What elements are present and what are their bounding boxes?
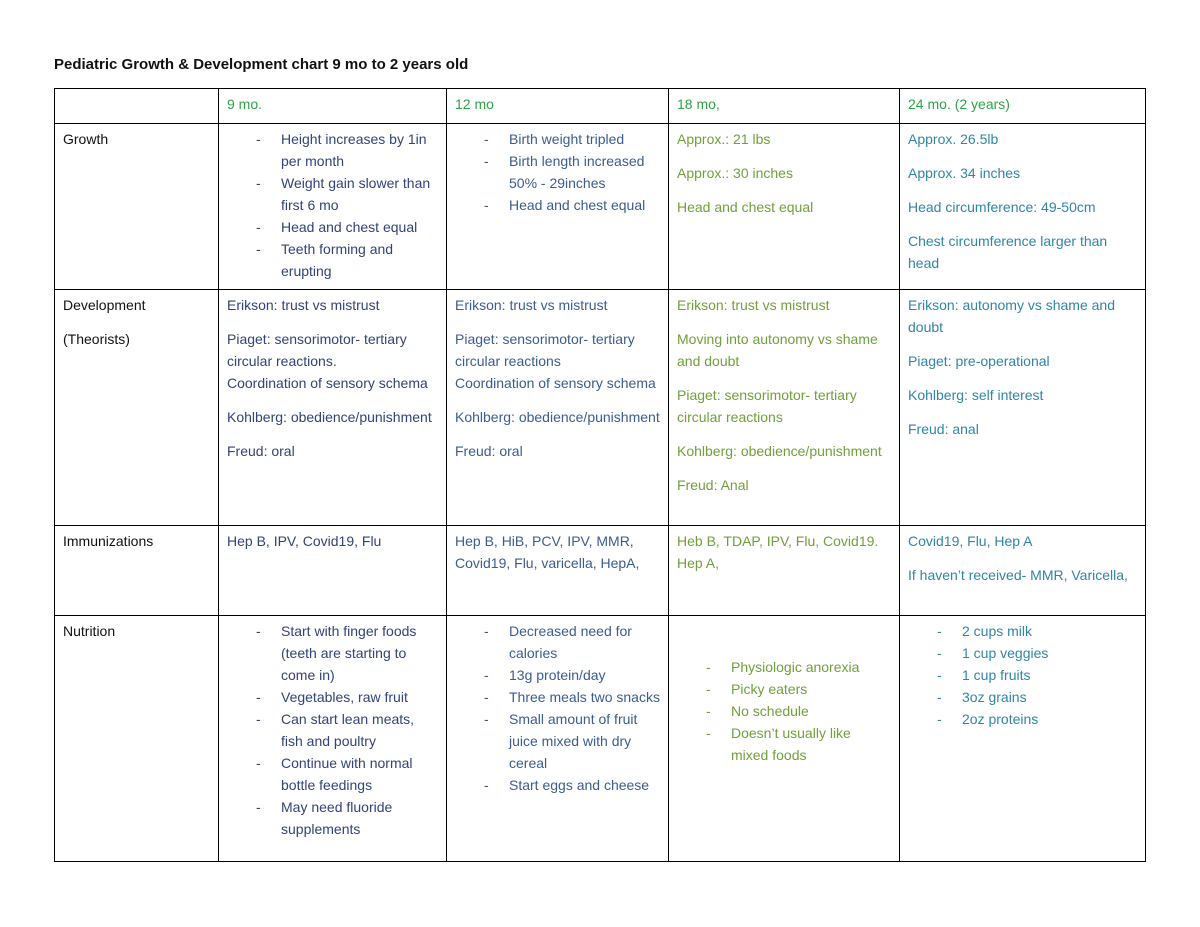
list-item: - Physiologic anorexia (677, 656, 891, 678)
growth-12mo-cell (447, 124, 669, 290)
header-row (55, 89, 1146, 124)
growth-row (55, 124, 1146, 290)
list-item: - 1 cup veggies (908, 642, 1137, 664)
list-item: - 3oz grains (908, 686, 1137, 708)
page-title: Pediatric Growth & Development chart 9 mo to 2 years old (54, 56, 469, 73)
cell-text: Erikson: trust vs mistrust (227, 297, 380, 313)
cell-text: Piaget: sensorimotor- tertiary circular reactions. (227, 331, 407, 369)
list-item: - Head and chest equal (455, 194, 660, 216)
cell-text: Erikson: autonomy vs shame and doubt (908, 297, 1115, 335)
cell-text: Approx.: 21 lbs (677, 131, 771, 147)
cell-text: If haven’t received- MMR, Varicella, (908, 567, 1128, 583)
list-item: - Birth weight tripled (455, 128, 660, 150)
cell-text: Kohlberg: obedience/punishment (227, 409, 432, 425)
cell-text: Freud: oral (227, 443, 295, 459)
cell-text: Chest circumference larger than head (908, 233, 1108, 271)
nutrition-12mo-list (455, 620, 660, 796)
list-item: - 1 cup fruits (908, 664, 1137, 686)
growth-18mo-cell (669, 124, 900, 290)
list-item: - Start with finger foods (teeth are starting to come in) (227, 620, 438, 686)
cell-text: Erikson: trust vs mistrust (677, 297, 830, 313)
list-item: - Teeth forming and erupting (227, 238, 438, 282)
cell-text: Approx. 26.5lb (908, 131, 999, 147)
list-item: - 2oz proteins (908, 708, 1137, 730)
nutrition-9mo-cell (219, 616, 447, 862)
header-cell-12mo: 12 mo (447, 89, 669, 124)
list-item: - 13g protein/day (455, 664, 660, 686)
cell-text: Head and chest equal (677, 199, 814, 215)
development-row (55, 290, 1146, 526)
row-label-immunizations: Immunizations (55, 526, 219, 616)
list-item: - Picky eaters (677, 678, 891, 700)
cell-text: Head circumference: 49-50cm (908, 199, 1096, 215)
row-sublabel-text: (Theorists) (63, 331, 130, 347)
nutrition-24mo-list (908, 620, 1137, 730)
header-cell-18mo: 18 mo, (669, 89, 900, 124)
growth-development-table (54, 88, 1146, 862)
list-item: - Vegetables, raw fruit (227, 686, 438, 708)
row-label-nutrition: Nutrition (55, 616, 219, 862)
cell-text: Piaget: sensorimotor- tertiary circular reactions (677, 387, 857, 425)
cell-text: Approx. 34 inches (908, 165, 1021, 181)
nutrition-9mo-list (227, 620, 438, 840)
list-item: - May need fluoride supplements (227, 796, 438, 840)
nutrition-12mo-cell (447, 616, 669, 862)
immunizations-row (55, 526, 1146, 616)
list-item: - Doesn’t usually like mixed foods (677, 722, 891, 766)
cell-text: Approx.: 30 inches (677, 165, 793, 181)
cell-text: Freud: anal (908, 421, 979, 437)
growth-9mo-list (227, 128, 438, 282)
cell-text: Moving into autonomy vs shame and doubt (677, 331, 878, 369)
header-cell-24mo: 24 mo. (2 years) (900, 89, 1146, 124)
nutrition-24mo-cell (900, 616, 1146, 862)
development-18mo-cell (669, 290, 900, 526)
row-label-growth: Growth (55, 124, 219, 290)
immunizations-18mo-cell: Heb B, TDAP, IPV, Flu, Covid19. Hep A, (669, 526, 900, 616)
header-cell-9mo: 9 mo. (219, 89, 447, 124)
cell-text: Kohlberg: obedience/punishment (677, 443, 882, 459)
cell-text: Piaget: sensorimotor- tertiary circular reactions (455, 331, 635, 369)
list-item: - Start eggs and cheese (455, 774, 660, 796)
nutrition-row (55, 616, 1146, 862)
cell-text: Freud: oral (455, 443, 523, 459)
immunizations-9mo-cell: Hep B, IPV, Covid19, Flu (219, 526, 447, 616)
list-item: - Weight gain slower than first 6 mo (227, 172, 438, 216)
cell-text: Freud: Anal (677, 477, 749, 493)
list-item: - Small amount of fruit juice mixed with dry cereal (455, 708, 660, 774)
development-9mo-cell (219, 290, 447, 526)
row-label-text: Development (63, 297, 146, 313)
cell-text: Piaget: pre-operational (908, 353, 1050, 369)
list-item: - Head and chest equal (227, 216, 438, 238)
cell-text: Covid19, Flu, Hep A (908, 533, 1033, 549)
growth-9mo-cell (219, 124, 447, 290)
list-item: - 2 cups milk (908, 620, 1137, 642)
list-item: - Can start lean meats, fish and poultry (227, 708, 438, 752)
nutrition-18mo-list (677, 620, 891, 766)
development-12mo-cell (447, 290, 669, 526)
immunizations-12mo-cell: Hep B, HiB, PCV, IPV, MMR, Covid19, Flu, varicella, HepA, (447, 526, 669, 616)
cell-text: Coordination of sensory schema (227, 375, 428, 391)
cell-text: Kohlberg: obedience/punishment (455, 409, 660, 425)
list-item: - Birth length increased 50% - 29inches (455, 150, 660, 194)
growth-12mo-list (455, 128, 660, 216)
list-item: - Three meals two snacks (455, 686, 660, 708)
cell-text: Erikson: trust vs mistrust (455, 297, 608, 313)
growth-24mo-cell (900, 124, 1146, 290)
list-item: - Decreased need for calories (455, 620, 660, 664)
immunizations-24mo-cell (900, 526, 1146, 616)
cell-text: Coordination of sensory schema (455, 375, 656, 391)
cell-text: Kohlberg: self interest (908, 387, 1044, 403)
row-label-development (55, 290, 219, 526)
list-item: - No schedule (677, 700, 891, 722)
header-cell-empty (55, 89, 219, 124)
nutrition-18mo-cell (669, 616, 900, 862)
development-24mo-cell (900, 290, 1146, 526)
list-item: - Continue with normal bottle feedings (227, 752, 438, 796)
list-item: - Height increases by 1in per month (227, 128, 438, 172)
